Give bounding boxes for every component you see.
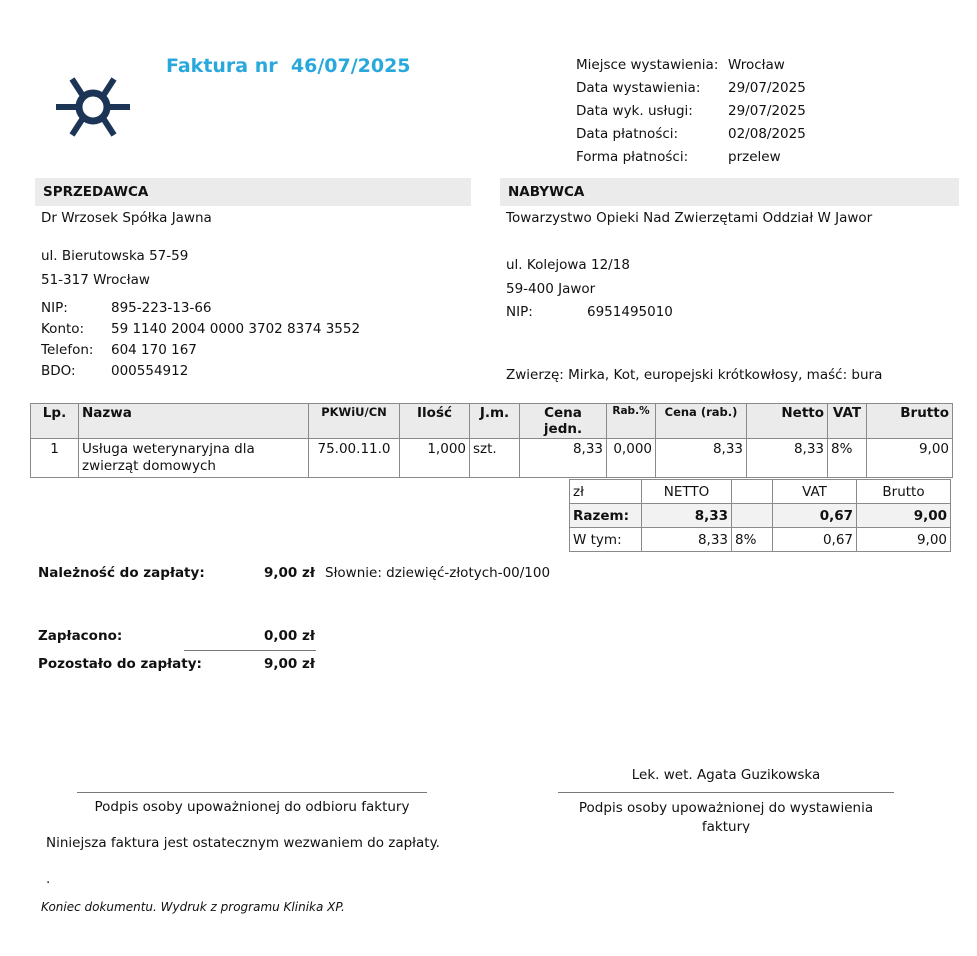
meta-row-place: Miejsce wystawienia: Wrocław (576, 57, 785, 73)
cell-net: 8,33 (747, 439, 828, 478)
invoice-number: 46/07/2025 (290, 55, 411, 77)
due-value: 9,00 zł (264, 565, 315, 581)
paid-divider (184, 650, 316, 651)
col-pkwiu: PKWiU/CN (309, 404, 400, 439)
seller-name: Dr Wrzosek Spółka Jawna (41, 210, 212, 226)
col-qty: Ilość (400, 404, 470, 439)
end-of-document: Koniec dokumentu. Wydruk z programu Klinika XP. (41, 900, 345, 914)
col-price-discounted: Cena (rab.) (656, 404, 747, 439)
cell-unit-price: 8,33 (520, 439, 607, 478)
cell-gross: 9,00 (867, 439, 953, 478)
issuer-signature-line (558, 792, 894, 793)
cell-qty: 1,000 (400, 439, 470, 478)
col-lp: Lp. (31, 404, 79, 439)
final-notice: Niniejsza faktura jest ostatecznym wezwaniem do zapłaty. (46, 835, 440, 851)
summary-table (569, 479, 951, 552)
seller-fields (41, 298, 360, 382)
seller-street: ul. Bierutowska 57-59 (41, 248, 189, 264)
due-words: Słownie: dziewięć-złotych-00/100 (325, 565, 551, 581)
cell-discount: 0,000 (607, 439, 656, 478)
col-net: Netto (747, 404, 828, 439)
remaining-label: Pozostało do zapłaty: (38, 656, 202, 672)
invoice-title-prefix: Faktura nr (166, 55, 278, 77)
col-name: Nazwa (79, 404, 309, 439)
paid-label: Zapłacono: (38, 628, 123, 644)
invoice-meta (576, 54, 806, 169)
paid-value: 0,00 zł (264, 628, 315, 644)
items-table (30, 403, 953, 478)
buyer-animal: Zwierzę: Mirka, Kot, europejski krótkowłosy, maść: bura (506, 367, 883, 383)
col-vat: VAT (828, 404, 867, 439)
invoice-title (166, 55, 411, 77)
seller-account: Konto: 59 1140 2004 0000 3702 8374 3552 (41, 321, 361, 337)
cell-vat: 8% (828, 439, 867, 478)
seller-nip: NIP: 895-223-13-66 (41, 300, 212, 316)
buyer-name: Towarzystwo Opieki Nad Zwierzętami Oddział W Jawor (506, 210, 873, 226)
cell-lp: 1 (31, 439, 79, 478)
seller-phone: Telefon: 604 170 167 (41, 342, 197, 358)
meta-row-service-date: Data wyk. usługi: 29/07/2025 (576, 103, 806, 119)
veterinary-cross-logo-icon (54, 76, 132, 138)
cell-unit: szt. (470, 439, 520, 478)
meta-row-issue-date: Data wystawienia: 29/07/2025 (576, 80, 806, 96)
summary-header-row: zł NETTO VAT Brutto (570, 480, 951, 504)
table-row (31, 439, 953, 478)
meta-row-payment-date: Data płatności: 02/08/2025 (576, 126, 806, 142)
summary-total-row: Razem: 8,33 0,67 9,00 (570, 504, 951, 528)
remaining-value: 9,00 zł (264, 656, 315, 672)
receiver-signature-line (77, 792, 427, 793)
col-unit: J.m. (470, 404, 520, 439)
meta-row-payment-method: Forma płatności: przelew (576, 149, 781, 165)
seller-city: 51-317 Wrocław (41, 272, 150, 288)
receiver-signature-caption: Podpis osoby upoważnionej do odbioru faktury (94, 799, 410, 815)
summary-breakdown-row: W tym: 8,33 8% 0,67 9,00 (570, 528, 951, 552)
cell-name: Usługa weterynaryjna dla zwierząt domowych (79, 439, 309, 478)
note-dot: . (46, 871, 51, 887)
buyer-street: ul. Kolejowa 12/18 (506, 257, 630, 273)
buyer-city: 59-400 Jawor (506, 281, 596, 297)
buyer-header: NABYWCA (500, 178, 959, 206)
buyer-nip: NIP: 6951495010 (506, 304, 673, 320)
cell-pkwiu: 75.00.11.0 (309, 439, 400, 478)
due-label: Należność do zapłaty: (38, 565, 205, 581)
issuer-name: Lek. wet. Agata Guzikowska (631, 767, 821, 783)
seller-bdo: BDO: 000554912 (41, 363, 189, 379)
col-unit-price: Cena jedn. (520, 404, 607, 439)
seller-header: SPRZEDAWCA (35, 178, 471, 206)
col-gross: Brutto (867, 404, 953, 439)
items-header-row (31, 404, 953, 439)
issuer-signature-caption: Podpis osoby upoważnionej do wystawienia faktury (578, 800, 874, 833)
col-discount: Rab.% (607, 404, 656, 439)
cell-price-discounted: 8,33 (656, 439, 747, 478)
